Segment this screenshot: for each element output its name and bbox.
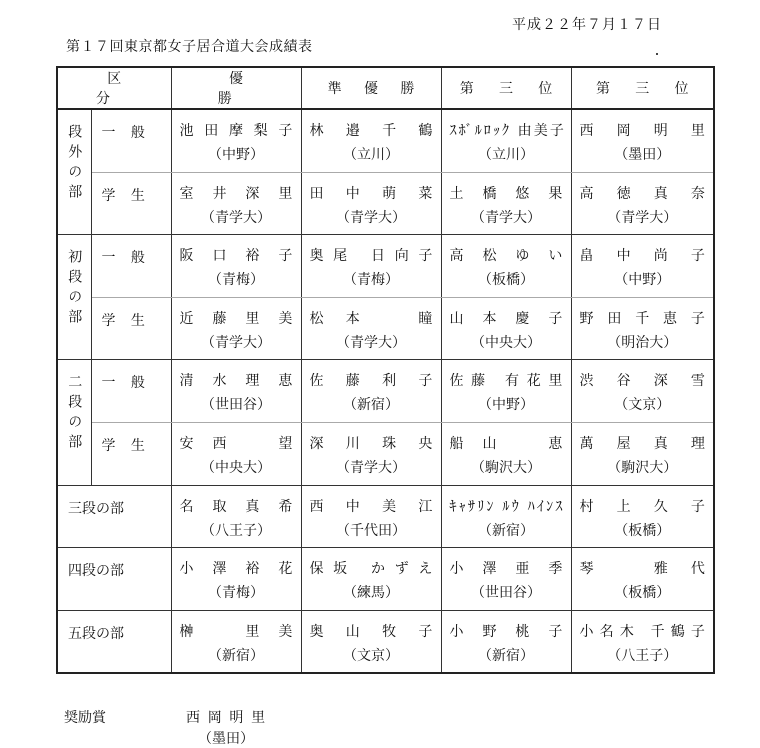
section-label: 二段の部 xyxy=(57,360,91,485)
result-row xyxy=(57,235,714,298)
competitor-name: 清水理恵 xyxy=(179,373,295,390)
competitor-affiliation: （中野） xyxy=(614,272,671,289)
competitor-name: 土橋悠果 xyxy=(449,185,565,202)
competitor-affiliation: （新宿） xyxy=(478,647,534,664)
competitor-affiliation: （青梅） xyxy=(343,272,399,289)
competitor-affiliation: （板橋） xyxy=(614,585,671,602)
competitor-affiliation: （青梅） xyxy=(208,272,264,289)
competitor-affiliation: （板橋） xyxy=(614,522,671,539)
competitor-name: 渋谷深雪 xyxy=(579,373,707,390)
competitor-affiliation: （中央大） xyxy=(201,459,271,476)
competitor-name: 阪口裕子 xyxy=(179,248,295,265)
result-cell-first xyxy=(171,172,301,235)
result-cell-third-b xyxy=(571,109,714,172)
competitor-name: 琴 雅代 xyxy=(579,561,707,578)
competitor-affiliation: （新宿） xyxy=(343,397,399,414)
header-row xyxy=(57,67,714,109)
competitor-name: 山本慶子 xyxy=(449,310,565,327)
result-cell-second xyxy=(301,548,441,611)
competitor-name: 西岡明里 xyxy=(579,123,707,140)
subcategory-label: 学生 xyxy=(91,422,171,485)
competitor-name: 池田摩梨子 xyxy=(179,123,295,140)
result-cell-third-b xyxy=(571,360,714,423)
result-row xyxy=(57,548,714,611)
competitor-name: 佐藤 有花里 xyxy=(449,373,565,390)
competitor-name: 小澤裕花 xyxy=(179,561,295,578)
competitor-affiliation: （新宿） xyxy=(478,522,534,539)
result-cell-first xyxy=(171,109,301,172)
competitor-affiliation: （明治大） xyxy=(607,334,678,351)
scan-speck xyxy=(656,53,658,55)
result-cell-third-b xyxy=(571,235,714,298)
award-affiliation: （墨田） xyxy=(198,731,254,747)
result-cell-second xyxy=(301,360,441,423)
competitor-name: 林邉千鶴 xyxy=(309,123,435,140)
section-label: 段外の部 xyxy=(57,109,91,234)
result-cell-first xyxy=(171,422,301,485)
competitor-name: 畠中尚子 xyxy=(579,248,707,265)
competitor-affiliation: （青学大） xyxy=(336,459,406,476)
subcategory-label: 一般 xyxy=(91,360,171,423)
competitor-name: 高徳真奈 xyxy=(579,185,707,202)
result-cell-third-b xyxy=(571,297,714,360)
competitor-affiliation: （文京） xyxy=(343,647,399,664)
dan-label: 三段の部 xyxy=(57,485,171,548)
result-cell-second xyxy=(301,172,441,235)
result-cell-second xyxy=(301,297,441,360)
result-cell-second xyxy=(301,610,441,673)
competitor-name: 保坂 かずえ xyxy=(309,561,435,578)
competitor-affiliation: （青学大） xyxy=(336,334,406,351)
competitor-name: 小野桃子 xyxy=(449,623,565,640)
competitor-affiliation: （中野） xyxy=(208,147,264,164)
result-cell-third-a xyxy=(441,610,571,673)
competitor-affiliation: （青学大） xyxy=(607,209,678,226)
competitor-affiliation: （世田谷） xyxy=(471,585,541,602)
competitor-affiliation: （八王子） xyxy=(607,647,678,664)
competitor-name: 高松ゆい xyxy=(449,248,565,265)
competitor-affiliation: （立川） xyxy=(343,147,399,164)
results-table xyxy=(56,66,715,674)
result-cell-second xyxy=(301,235,441,298)
header-second: 準優勝 xyxy=(301,67,441,109)
subcategory-label: 学生 xyxy=(91,172,171,235)
result-cell-third-a xyxy=(441,109,571,172)
result-cell-third-a xyxy=(441,297,571,360)
competitor-name: 佐藤利子 xyxy=(309,373,435,390)
result-cell-second xyxy=(301,109,441,172)
competitor-affiliation: （駒沢大） xyxy=(607,459,678,476)
result-cell-first xyxy=(171,548,301,611)
competitor-affiliation: （青学大） xyxy=(201,209,271,226)
competitor-name: 安西 望 xyxy=(179,435,295,452)
result-cell-third-b xyxy=(571,172,714,235)
result-row xyxy=(57,610,714,673)
dan-label: 五段の部 xyxy=(57,610,171,673)
competitor-name: 小名木 千鶴子 xyxy=(579,623,707,640)
result-cell-third-a xyxy=(441,485,571,548)
result-cell-third-b xyxy=(571,548,714,611)
header-first: 優 勝 xyxy=(171,67,301,109)
result-cell-first xyxy=(171,485,301,548)
competitor-name: 近藤里美 xyxy=(179,310,295,327)
result-row xyxy=(57,485,714,548)
competitor-affiliation: （千代田） xyxy=(336,522,406,539)
subcategory-label: 一般 xyxy=(91,235,171,298)
result-cell-third-a xyxy=(441,235,571,298)
competitor-name: 深川珠央 xyxy=(309,435,435,452)
result-cell-second xyxy=(301,485,441,548)
competitor-name: ｷｬｻﾘﾝ ﾙｳ ﾊｲﾝｽ xyxy=(449,498,565,515)
result-cell-first xyxy=(171,235,301,298)
result-cell-third-a xyxy=(441,360,571,423)
competitor-name: 榊 里美 xyxy=(179,623,295,640)
header-third-a: 第 三 位 xyxy=(441,67,571,109)
competitor-name: 室井深里 xyxy=(179,185,295,202)
header-category: 区 分 xyxy=(57,67,171,109)
competitor-affiliation: （中野） xyxy=(478,397,534,414)
competitor-affiliation: （青学大） xyxy=(201,334,271,351)
competitor-name: 奥尾 日向子 xyxy=(309,248,435,265)
competitor-name: 田中萌菜 xyxy=(309,185,435,202)
header-third-b: 第 三 位 xyxy=(571,67,714,109)
result-cell-third-b xyxy=(571,422,714,485)
result-cell-third-b xyxy=(571,610,714,673)
competitor-affiliation: （立川） xyxy=(478,147,534,164)
competitor-affiliation: （文京） xyxy=(614,397,671,414)
result-cell-third-a xyxy=(441,548,571,611)
competitor-name: 野田千恵子 xyxy=(579,310,707,327)
competitor-name: 西中美江 xyxy=(309,498,435,515)
competitor-name: ｽﾎﾞﾙﾛｯｸ 由美子 xyxy=(449,123,566,140)
award-label: 奨励賞 xyxy=(64,710,106,726)
result-cell-second xyxy=(301,422,441,485)
competitor-name: 名取真希 xyxy=(179,498,295,515)
document-title: 第１７回東京都女子居合道大会成績表 xyxy=(66,39,313,55)
result-cell-third-b xyxy=(571,485,714,548)
document-date: 平成２２年７月１７日 xyxy=(512,17,662,33)
competitor-name: 小澤亜季 xyxy=(449,561,565,578)
competitor-affiliation: （世田谷） xyxy=(201,397,271,414)
subcategory-label: 一般 xyxy=(91,109,171,172)
result-cell-third-a xyxy=(441,172,571,235)
result-cell-first xyxy=(171,610,301,673)
competitor-affiliation: （練馬） xyxy=(343,585,399,602)
competitor-affiliation: （墨田） xyxy=(614,147,671,164)
competitor-affiliation: （駒沢大） xyxy=(471,459,541,476)
result-row xyxy=(57,360,714,423)
competitor-affiliation: （青学大） xyxy=(336,209,406,226)
result-cell-third-a xyxy=(441,422,571,485)
subcategory-label: 学生 xyxy=(91,297,171,360)
result-cell-first xyxy=(171,360,301,423)
competitor-name: 萬屋真理 xyxy=(579,435,707,452)
competitor-affiliation: （板橋） xyxy=(478,272,534,289)
competitor-name: 松本 瞳 xyxy=(309,310,435,327)
section-label: 初段の部 xyxy=(57,235,91,360)
result-row xyxy=(57,109,714,172)
result-row xyxy=(57,422,714,485)
competitor-affiliation: （新宿） xyxy=(208,647,264,664)
competitor-name: 村上久子 xyxy=(579,498,707,515)
competitor-affiliation: （中央大） xyxy=(471,334,541,351)
result-row xyxy=(57,297,714,360)
competitor-affiliation: （青学大） xyxy=(471,209,541,226)
competitor-affiliation: （八王子） xyxy=(201,522,271,539)
dan-label: 四段の部 xyxy=(57,548,171,611)
competitor-name: 奥山牧子 xyxy=(309,623,435,640)
competitor-affiliation: （青梅） xyxy=(208,585,264,602)
award-name: 西岡明里 xyxy=(186,710,273,726)
result-row xyxy=(57,172,714,235)
competitor-name: 船山 恵 xyxy=(449,435,565,452)
result-cell-first xyxy=(171,297,301,360)
